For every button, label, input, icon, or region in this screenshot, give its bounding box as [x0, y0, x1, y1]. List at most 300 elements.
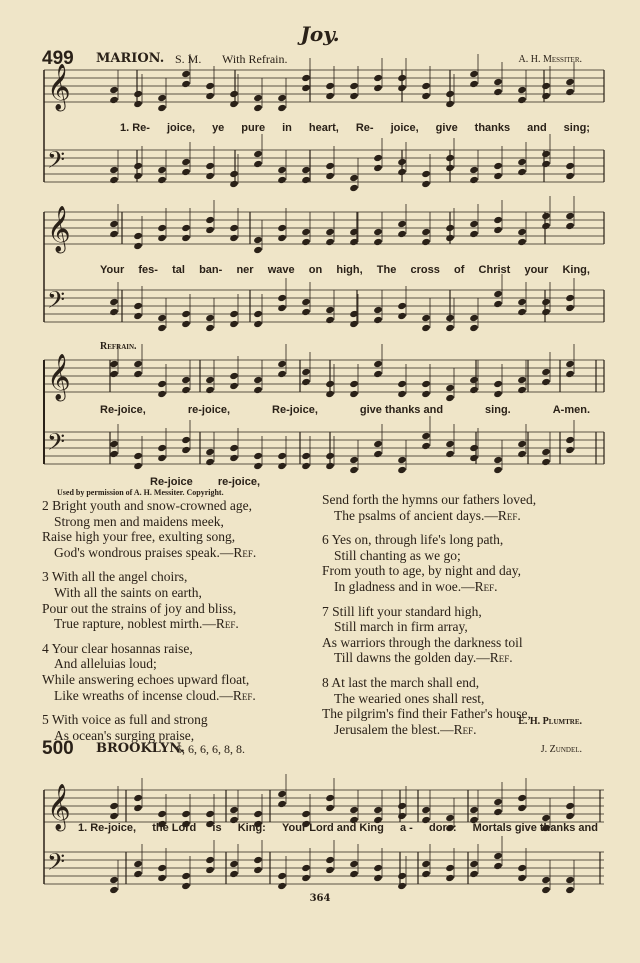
note-head	[517, 168, 527, 176]
note-head	[205, 856, 215, 864]
note-head	[397, 302, 407, 310]
note-head	[277, 166, 287, 174]
note-head	[349, 82, 359, 90]
note-head	[397, 158, 407, 166]
lyric-syllable: thanks	[474, 122, 511, 134]
lyric-syllable: give thanks and	[359, 404, 444, 416]
note-head	[445, 224, 455, 232]
note-head	[349, 456, 359, 464]
note-head	[253, 236, 263, 244]
verse-text: 5 With voice as full and strong	[42, 712, 208, 728]
note-head	[181, 310, 191, 318]
note-head	[301, 874, 311, 882]
note-head	[253, 856, 263, 864]
note-head	[325, 380, 335, 388]
note-head	[133, 100, 143, 108]
bass-clef-icon: 𝄢	[47, 428, 66, 461]
note-head	[253, 376, 263, 384]
verse-text: The wearied ones shall rest,	[334, 690, 485, 706]
note-head	[373, 238, 383, 246]
note-head	[397, 230, 407, 238]
note-head	[565, 812, 575, 820]
note-head	[277, 370, 287, 378]
note-head	[421, 806, 431, 814]
lyric-syllable: re-joice,	[217, 476, 260, 488]
verse	[42, 498, 256, 560]
note-head	[397, 812, 407, 820]
tune-name-500: BROOKLYN.	[96, 741, 185, 756]
note-head	[349, 184, 359, 192]
verse-text: The pilgrim's find their Father's house,	[322, 706, 531, 722]
note-head	[517, 864, 527, 872]
note-head	[181, 168, 191, 176]
lyric-syllable: Re-joice,	[100, 404, 146, 416]
note-head	[205, 82, 215, 90]
lyric-syllable: the Lord	[152, 822, 197, 834]
note-head	[469, 376, 479, 384]
note-head	[229, 234, 239, 242]
lyrics-500-line-1	[78, 822, 598, 834]
verse-line	[42, 688, 256, 704]
note-head	[493, 226, 503, 234]
note-head	[181, 872, 191, 880]
note-head	[517, 308, 527, 316]
note-head	[349, 380, 359, 388]
note-head	[277, 800, 287, 808]
verse-text: Still march in firm array,	[334, 619, 468, 635]
note-head	[349, 92, 359, 100]
note-head	[157, 454, 167, 462]
verse-line	[42, 712, 256, 728]
verse-line	[42, 529, 256, 545]
note-head	[373, 154, 383, 162]
note-head	[109, 220, 119, 228]
verse-line	[42, 616, 256, 632]
note-head	[421, 324, 431, 332]
note-head	[109, 802, 119, 810]
note-head	[445, 324, 455, 332]
note-head	[325, 804, 335, 812]
note-head	[109, 440, 119, 448]
lyric-syllable: a -	[400, 822, 413, 834]
verse-line	[322, 579, 536, 595]
note-head	[421, 170, 431, 178]
note-head	[253, 462, 263, 470]
note-head	[493, 798, 503, 806]
lyric-syllable: joice,	[166, 122, 196, 134]
note-head	[469, 860, 479, 868]
lyric-syllable: Re-joice	[150, 476, 193, 488]
note-head	[229, 310, 239, 318]
note-head	[277, 462, 287, 470]
verse-text: God's wondrous praises speak.—	[54, 544, 234, 560]
lyric-syllable: Christ	[478, 264, 511, 276]
note-head	[229, 382, 239, 390]
verse-text: 6 Yes on, through life's long path,	[322, 532, 504, 548]
lyric-syllable: your	[524, 264, 549, 276]
verse-text: True rapture, noblest mirth.—	[54, 616, 216, 632]
bass-clef-icon: 𝄢	[47, 848, 66, 881]
lyric-syllable: 1. Re-joice,	[78, 822, 137, 834]
note-head	[157, 864, 167, 872]
verse-line	[322, 691, 536, 707]
verses-left	[42, 498, 256, 752]
verse-text: While answering echoes upward float,	[42, 671, 250, 687]
note-head	[541, 212, 551, 220]
note-head	[205, 376, 215, 384]
note-head	[469, 806, 479, 814]
note-head	[301, 238, 311, 246]
note-head	[157, 314, 167, 322]
note-head	[421, 390, 431, 398]
note-head	[517, 794, 527, 802]
refrain-label: Refrain.	[100, 341, 137, 352]
note-head	[373, 864, 383, 872]
verse-text: As warriors through the darkness toil	[322, 634, 523, 650]
verse-line	[42, 585, 256, 601]
note-head	[397, 802, 407, 810]
note-head	[181, 234, 191, 242]
lyric-syllable: King,	[562, 264, 590, 276]
verse-line	[42, 601, 256, 617]
note-head	[205, 324, 215, 332]
note-head	[301, 228, 311, 236]
refrain-marker: Ref.	[232, 687, 256, 703]
note-head	[493, 162, 503, 170]
verse-text: 8 At last the march shall end,	[322, 674, 480, 690]
bass-lyrics	[150, 476, 260, 488]
lyric-syllable: King:	[237, 822, 266, 834]
note-head	[181, 810, 191, 818]
note-head	[205, 448, 215, 456]
note-head	[349, 174, 359, 182]
note-head	[373, 84, 383, 92]
note-head	[325, 306, 335, 314]
verse-text: Pour out the strains of joy and bliss,	[42, 600, 237, 616]
verse-text: Like wreaths of incense cloud.—	[54, 687, 233, 703]
note-head	[469, 176, 479, 184]
note-head	[301, 176, 311, 184]
note-head	[565, 78, 575, 86]
lyric-syllable: fes-	[138, 264, 158, 276]
verse	[42, 641, 256, 703]
treble-clef-icon: 𝄞	[47, 354, 71, 400]
treble-clef-icon: 𝄞	[47, 64, 71, 110]
note-head	[565, 876, 575, 884]
note-head	[253, 150, 263, 158]
lyric-syllable: give	[435, 122, 458, 134]
lyric-syllable: is	[212, 822, 222, 834]
note-head	[109, 96, 119, 104]
note-head	[277, 360, 287, 368]
note-head	[133, 162, 143, 170]
note-head	[133, 90, 143, 98]
note-head	[181, 376, 191, 384]
note-head	[301, 74, 311, 82]
note-head	[325, 228, 335, 236]
note-head	[229, 320, 239, 328]
note-head	[421, 82, 431, 90]
bass-clef-icon: 𝄢	[47, 286, 66, 319]
note-head	[373, 874, 383, 882]
verse-text: And alleluias loud;	[54, 656, 157, 672]
lyric-syllable: cross	[410, 264, 440, 276]
verse-text: 3 With all the angel choirs,	[42, 569, 188, 585]
note-head	[325, 238, 335, 246]
note-head	[445, 440, 455, 448]
note-head	[445, 874, 455, 882]
note-head	[493, 466, 503, 474]
tune-name: MARION.	[96, 51, 165, 66]
note-head	[157, 874, 167, 882]
note-head	[253, 866, 263, 874]
note-head	[421, 380, 431, 388]
verse-text: 7 Still lift your standard high,	[322, 603, 482, 619]
note-head	[421, 228, 431, 236]
note-head	[397, 466, 407, 474]
tune-note: With Refrain.	[222, 52, 288, 66]
lyric-syllable: high,	[336, 264, 363, 276]
note-head	[229, 454, 239, 462]
hymn-number: 499	[42, 48, 74, 69]
note-head	[181, 446, 191, 454]
note-head	[133, 452, 143, 460]
verse-line	[42, 656, 256, 672]
refrain-marker: Ref.	[233, 544, 257, 560]
note-head	[397, 84, 407, 92]
note-head	[253, 94, 263, 102]
note-head	[157, 390, 167, 398]
note-head	[133, 242, 143, 250]
lyric-syllable: Re-	[355, 122, 374, 134]
note-head	[109, 308, 119, 316]
note-head	[325, 172, 335, 180]
note-head	[301, 452, 311, 460]
note-head	[133, 360, 143, 368]
note-head	[517, 298, 527, 306]
note-head	[325, 452, 335, 460]
note-head	[133, 312, 143, 320]
note-head	[109, 176, 119, 184]
note-head	[445, 100, 455, 108]
note-head	[469, 80, 479, 88]
verse-line	[42, 498, 256, 514]
lyric-syllable: ban-	[199, 264, 223, 276]
verse	[322, 675, 536, 737]
note-head	[157, 810, 167, 818]
note-head	[517, 158, 527, 166]
note-head	[109, 298, 119, 306]
note-head	[445, 154, 455, 162]
note-head	[325, 390, 335, 398]
note-head	[301, 864, 311, 872]
note-head	[181, 436, 191, 444]
note-head	[157, 444, 167, 452]
lyric-syllable: sing;	[563, 122, 590, 134]
note-head	[277, 294, 287, 302]
note-head	[445, 864, 455, 872]
copyright-note: Used by permission of A. H. Messiter. Copyright.	[57, 488, 224, 497]
note-head	[229, 870, 239, 878]
page-number: 364	[309, 893, 331, 904]
note-head	[301, 84, 311, 92]
note-head	[517, 386, 527, 394]
note-head	[445, 450, 455, 458]
note-head	[277, 790, 287, 798]
note-head	[493, 862, 503, 870]
note-head	[253, 810, 263, 818]
note-head	[157, 324, 167, 332]
note-head	[397, 882, 407, 890]
note-head	[133, 232, 143, 240]
verse-text: In gladness and in woe.—	[334, 578, 475, 594]
note-head	[277, 176, 287, 184]
treble-clef-icon: 𝄞	[47, 206, 71, 252]
verse-text: From youth to age, by night and day,	[322, 563, 521, 579]
note-head	[469, 870, 479, 878]
note-head	[493, 390, 503, 398]
note-head	[205, 216, 215, 224]
verse-line	[42, 514, 256, 530]
lyrics-line-1	[120, 122, 590, 134]
note-head	[565, 370, 575, 378]
note-head	[229, 100, 239, 108]
refrain-marker: Ref.	[497, 507, 521, 523]
meter: S. M.	[175, 52, 202, 66]
note-head	[565, 172, 575, 180]
note-head	[469, 386, 479, 394]
note-head	[493, 216, 503, 224]
verse-text: The psalms of ancient days.—	[334, 507, 498, 523]
lyric-syllable: tal	[172, 264, 185, 276]
note-head	[181, 70, 191, 78]
note-head	[493, 78, 503, 86]
note-head	[157, 94, 167, 102]
refrain-marker: Ref.	[453, 721, 477, 737]
note-head	[517, 804, 527, 812]
note-head	[349, 806, 359, 814]
note-head	[277, 94, 287, 102]
verse-line	[322, 675, 536, 691]
note-head	[205, 226, 215, 234]
verse-line	[322, 563, 536, 579]
note-head	[565, 212, 575, 220]
note-head	[205, 172, 215, 180]
note-head	[565, 162, 575, 170]
verse-author: E. H. Plumtre.	[518, 716, 582, 727]
lyric-syllable: heart,	[308, 122, 339, 134]
verse-line	[322, 532, 536, 548]
note-head	[277, 304, 287, 312]
bass-clef-icon: 𝄢	[47, 146, 66, 179]
note-head	[325, 866, 335, 874]
note-head	[205, 458, 215, 466]
lyric-syllable: 1. Re-	[120, 122, 150, 134]
note-head	[445, 814, 455, 822]
composer-500: J. Zundel.	[540, 744, 582, 755]
note-head	[301, 462, 311, 470]
note-head	[493, 808, 503, 816]
note-head	[229, 372, 239, 380]
note-head	[373, 370, 383, 378]
lyric-syllable: and	[527, 122, 547, 134]
note-head	[517, 376, 527, 384]
note-head	[253, 310, 263, 318]
lyric-syllable: Your	[100, 264, 125, 276]
note-head	[157, 224, 167, 232]
note-head	[229, 170, 239, 178]
note-head	[541, 298, 551, 306]
note-head	[109, 360, 119, 368]
note-head	[541, 368, 551, 376]
note-head	[397, 456, 407, 464]
note-head	[541, 150, 551, 158]
note-head	[373, 164, 383, 172]
note-head	[421, 314, 431, 322]
note-head	[325, 92, 335, 100]
note-head	[301, 378, 311, 386]
note-head	[253, 104, 263, 112]
note-head	[517, 228, 527, 236]
note-head	[445, 234, 455, 242]
note-head	[469, 220, 479, 228]
refrain-marker: Ref.	[474, 578, 498, 594]
note-head	[301, 308, 311, 316]
lyric-syllable: in	[282, 122, 292, 134]
note-head	[445, 164, 455, 172]
lyric-syllable: joice,	[390, 122, 419, 134]
note-head	[253, 320, 263, 328]
note-head	[181, 80, 191, 88]
lyric-syllable: The	[376, 264, 397, 276]
note-head	[205, 386, 215, 394]
note-head	[133, 860, 143, 868]
note-head	[325, 316, 335, 324]
note-head	[541, 308, 551, 316]
note-head	[301, 368, 311, 376]
note-head	[373, 306, 383, 314]
note-head	[373, 228, 383, 236]
note-head	[421, 238, 431, 246]
verse-line	[322, 635, 536, 651]
lyric-syllable: Your Lord and King	[282, 822, 384, 834]
note-head	[301, 298, 311, 306]
note-head	[565, 360, 575, 368]
note-head	[181, 320, 191, 328]
note-head	[301, 166, 311, 174]
verse	[42, 569, 256, 631]
verse-text: Till dawns the golden day.—	[334, 650, 490, 666]
refrain-marker: Ref.	[215, 616, 239, 632]
verse-text: 4 Your clear hosannas raise,	[42, 640, 193, 656]
note-head	[397, 390, 407, 398]
verse-line	[322, 722, 536, 738]
lyric-syllable: on	[308, 264, 323, 276]
lyric-syllable: re-joice,	[187, 404, 231, 416]
note-head	[397, 872, 407, 880]
lyric-syllable: sing.	[485, 404, 511, 416]
note-head	[397, 74, 407, 82]
verse-text: 2 Bright youth and snow-crowned age,	[42, 498, 252, 513]
note-head	[493, 380, 503, 388]
note-head	[157, 380, 167, 388]
verse-line	[322, 650, 536, 666]
note-head	[541, 378, 551, 386]
lyric-syllable: ye	[212, 122, 225, 134]
note-head	[445, 394, 455, 402]
note-head	[421, 870, 431, 878]
note-head	[469, 166, 479, 174]
